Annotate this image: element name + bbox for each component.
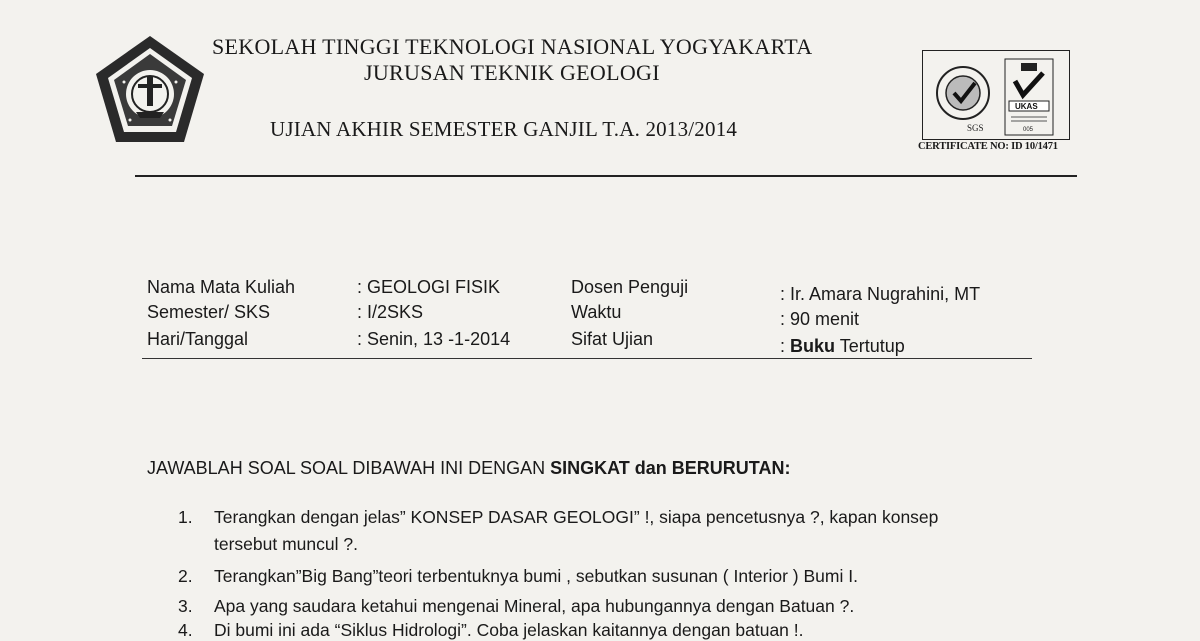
nature-label: Sifat Ujian <box>571 329 654 349</box>
certification-box <box>922 50 1070 140</box>
semester-value: : I/2SKS <box>357 302 424 322</box>
question-number: 4. <box>178 620 193 640</box>
question-number: 3. <box>178 596 193 616</box>
day-label: Hari/Tanggal <box>147 329 249 349</box>
info-divider <box>142 358 1032 359</box>
institution-name: SEKOLAH TINGGI TEKNOLOGI NASIONAL YOGYAKARTA <box>212 34 813 59</box>
nature-rest: Tertutup <box>835 336 905 356</box>
course-label: Nama Mata Kuliah <box>147 277 296 297</box>
instruction <box>147 458 790 479</box>
examiner-value: : Ir. Amara Nugrahini, MT <box>780 284 981 304</box>
semester-label: Semester/ SKS <box>147 302 271 322</box>
sgs-label: SGS <box>967 123 984 133</box>
ukas-code: 005 <box>1023 127 1034 133</box>
examiner-label: Dosen Penguji <box>571 277 689 297</box>
question-text: Di bumi ini ada “Siklus Hidrologi”. Coba jelaskan kaitannya dengan batuan !. <box>214 620 804 640</box>
instruction-middle: dan <box>629 458 672 478</box>
institution-logo <box>90 32 210 152</box>
course-value: : GEOLOGI FISIK <box>357 277 501 297</box>
header-divider <box>135 175 1077 177</box>
question-text: Terangkan dengan jelas” KONSEP DASAR GEOLOGI” !, siapa pencetusnya ?, kapan konsep <box>214 507 939 527</box>
ukas-label: UKAS <box>1015 102 1038 111</box>
nature-prefix: : <box>780 336 791 356</box>
day-value: : Senin, 13 -1-2014 <box>357 329 511 349</box>
question-text: Apa yang saudara ketahui mengenai Mineral, apa hubungannya dengan Batuan ?. <box>214 596 855 616</box>
question-text-cont: tersebut muncul ?. <box>214 534 358 554</box>
instruction-bold-1: SINGKAT <box>550 458 630 478</box>
instruction-prefix: JAWABLAH SOAL SOAL DIBAWAH INI DENGAN <box>147 458 551 478</box>
time-value: : 90 menit <box>780 309 860 329</box>
nature-value <box>780 336 905 357</box>
time-label: Waktu <box>571 302 622 322</box>
sgs-ukas-icon <box>923 51 1069 139</box>
question-number: 2. <box>178 566 193 586</box>
instruction-bold-2: BERURUTAN: <box>671 458 791 478</box>
certificate-number: CERTIFICATE NO: ID 10/1471 <box>918 141 1058 152</box>
nature-bold: Buku <box>790 336 836 356</box>
question-number: 1. <box>178 507 193 527</box>
question-text: Terangkan”Big Bang”teori terbentuknya bumi , sebutkan susunan ( Interior ) Bumi I. <box>214 566 858 586</box>
department-name: JURUSAN TEKNIK GEOLOGI <box>364 60 660 85</box>
exam-title: UJIAN AKHIR SEMESTER GANJIL T.A. 2013/2014 <box>270 117 738 141</box>
